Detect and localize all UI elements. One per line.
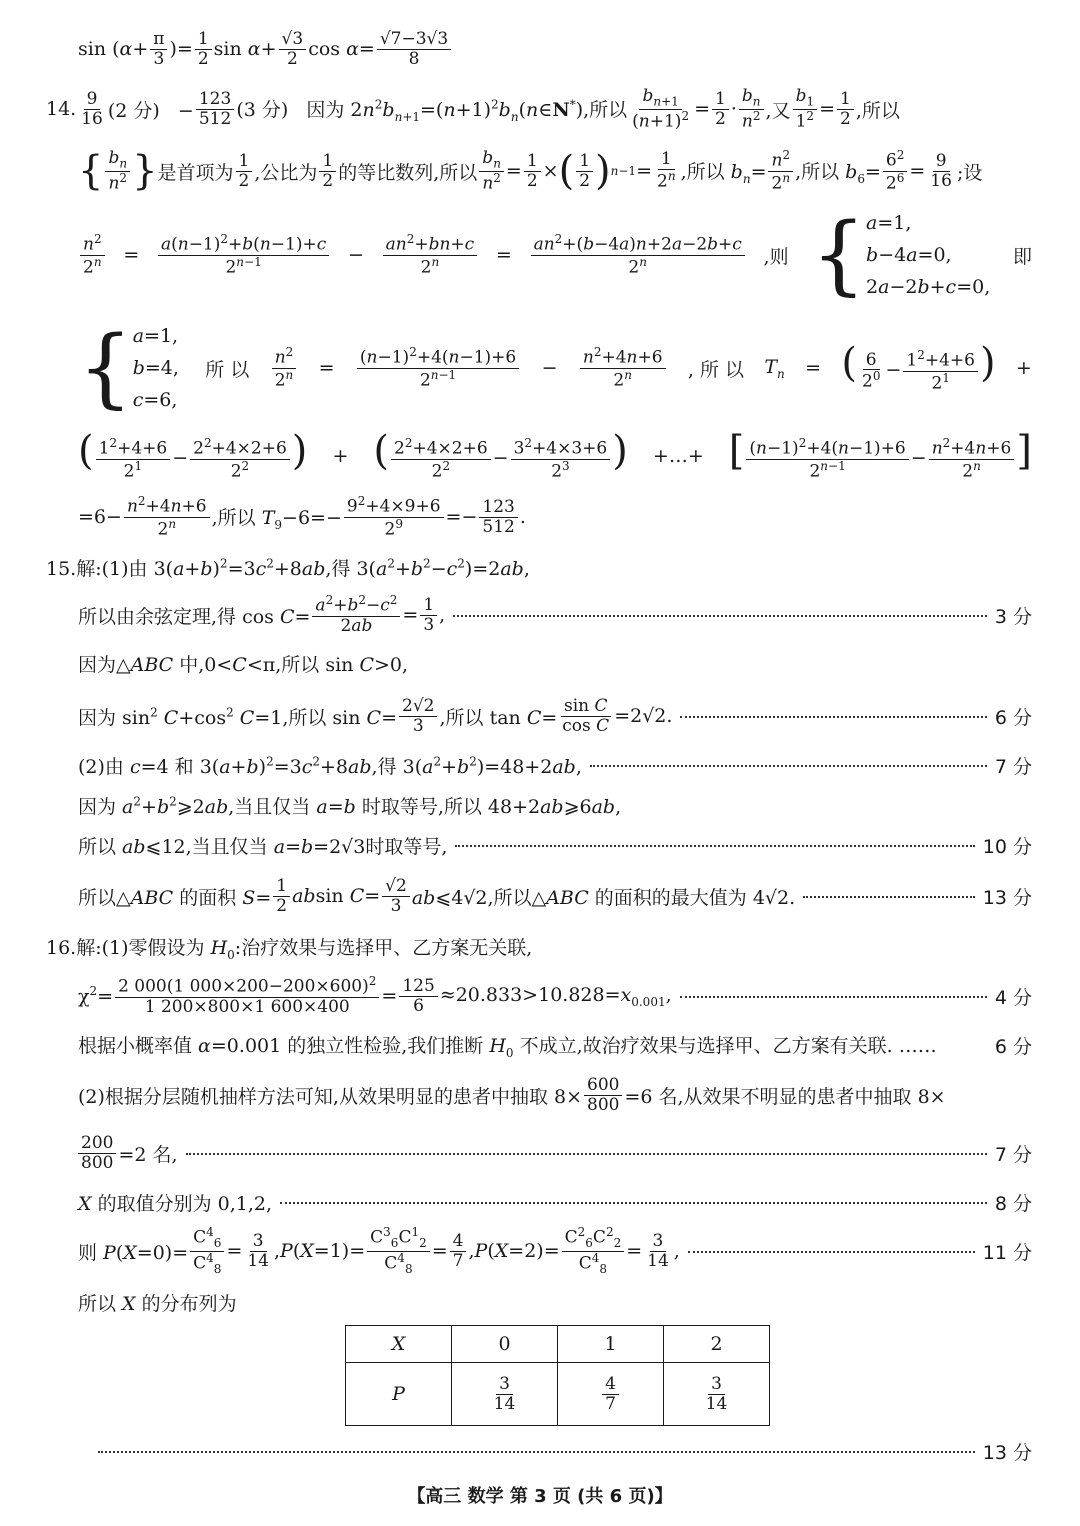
q14-line2: { $b_n$ $n^2$ } 是首项为 1 2 ,公比为 1 2 的等比数列,所以 $\frac{b_n}{n^2}$ = $\frac{1}{2}$ × ( 1 2 ) n−1 = $\frac{1}{2^n}$ ,所以 $b_n=$ $\frac{n^2}{2^n}$ ,所以 $b_6=$ $\frac{6^2}{2^6}$ = $\frac{9}{16}$ ;设 — [78, 148, 983, 194]
q15-score-2: 6 分 — [994, 706, 1032, 729]
q15-line1: 15.解:(1)由 $3(a+b)^2=3c^2+8ab$,得 $3(a^2+b^2-c^2)=2ab$, — [46, 556, 530, 580]
q14-number: 14. — [46, 98, 77, 120]
q14-line3: $\frac{n^2}{2^n}$ = $\frac{a(n-1)^2+b(n-1)+c}{2^{n-1}}$ − $\frac{an^2+bn+c}{2^n}$ = $\frac{an^2+(b-4a)n+2a-2b+c}{2^n}$ ,则 { a=1, b−4a=0, 2a−2b+c=0, 即 — [78, 205, 1032, 305]
table-row-header — [346, 1326, 770, 1363]
q15-score-5: 13 分 — [982, 886, 1032, 909]
q16-line3: 根据小概率值 α=0.001 的独立性检验,我们推断 $H_0$ 不成立,故治疗效果与选择甲、乙方案有关联. …… 6 分 — [78, 1030, 1032, 1060]
q16-line1: 16.解:(1)零假设为 $H_0$:治疗效果与选择甲、乙方案无关联, — [46, 936, 533, 962]
q15-score-4: 10 分 — [982, 835, 1032, 858]
q16-score-6: 13 分 — [982, 1441, 1032, 1464]
q15-line4: 因为 $\sin^2 C+\cos^2$ C=1,所以 sin C= $\frac{2√2}{3}$ ,所以 tan C= $\frac{\text{sin C}}{\text{cos C}}$ =2√2. 6 分 — [78, 695, 1032, 736]
q16-line7: 则 P(X=0)= $\frac{C^4_6}{C^4_8}$ = $\frac{3}{14}$ ,P(X=1)= $\frac{C^3_6C^1_2}{C^4_8}$ = $\frac{4}{7}$ ,P(X=2)= $\frac{C^2_6C^2_2}{C^4_8}$ = $\frac{3}{14}$ , 11 分 — [78, 1225, 1032, 1276]
q16-score-5: 11 分 — [982, 1241, 1032, 1264]
q15-line3: 因为△ABC 中,0<C<π,所以 sin C>0, — [78, 653, 409, 676]
table-cell: 2 — [664, 1326, 770, 1363]
q16-line5: $\frac{200}{800}$ =2 名, 7 分 — [78, 1130, 1032, 1176]
q16-line6: X 的取值分别为 0,1,2, 8 分 — [78, 1187, 1032, 1217]
q15-score-3: 7 分 — [994, 755, 1032, 778]
q15-line6: 因为 $a^2+b^2⩾2ab$,当且仅当 a=b 时取等号,所以 48+2ab⩾6ab, — [78, 794, 622, 818]
q15-line7: 所以 ab⩽12,当且仅当 a=b=2√3时取等号, 10 分 — [78, 830, 1032, 860]
q14-line1: 14. 9 16 (2 分) − $\frac{123}{512}$ (3 分) 因为 $2n^2b_{n+1}=(n+1)^2b_n(n\in N^*)$,所以 $\frac{b_{n+1}}{(n+1)^2}$ = $\frac{1}{2}$ · $b_n$ $n^2$ ,又 $\frac{b_1}{1^2}$ = $\frac{1}{2}$ ,所以 — [46, 86, 900, 132]
q16-score-4: 8 分 — [994, 1192, 1032, 1215]
q16-final — [98, 1436, 1032, 1466]
table-cell: 1 — [558, 1326, 664, 1363]
q16-line4: (2)根据分层随机抽样方法可知,从效果明显的患者中抽取 8× $\frac{600}{800}$ =6 名,从效果不明显的患者中抽取 8× — [78, 1074, 946, 1115]
table-cell: 0 — [452, 1326, 558, 1363]
q16-score-1: 4 分 — [994, 986, 1032, 1009]
q15-score-1: 3 分 — [994, 605, 1032, 628]
q14-line5: ( $\frac{1^2+4+6}{2^1}$ − $\frac{2^2+4\times 2+6}{2^2}$ ) + ( $\frac{2^2+4\times 2+6}{2^2}$ − $\frac{3^2+4\times 3+6}{2^3}$ ) +…+ [ $\frac{(n-1)^2+4(n-1)+6}{2^{n-1}}$ − $\frac{n^2+4n+6}{2^n}$ ] — [78, 428, 1032, 482]
q16-score-2: 6 分 — [994, 1035, 1032, 1058]
q16-line8: 所以 X 的分布列为 — [78, 1292, 237, 1315]
line-top: sin (α+ $\frac{\pi}{3}$ )= $\frac{1}{2}$ sin α+ $\frac{√3}{2}$ cos α= $\frac{√7-3√3}{8}$ — [78, 24, 1032, 74]
table-cell: X — [346, 1326, 452, 1363]
q14-line4: { a=1, b=4, c=6, 所 以 $\frac{n^2}{2^n}$ = $\frac{(n-1)^2+4(n-1)+6}{2^{n-1}}$ − $\frac{n^2+4n+6}{2^n}$ , 所 以 $T_n$ = ( $\frac{6}{2^0}$ − $\frac{1^2+4+6}{2^1}$ ) + — [78, 318, 1032, 418]
q15-line5: (2)由 c=4 和 $3(a+b)^2=3c^2+8ab$,得 $3(a^2+b^2)=48+2ab$, 7 分 — [78, 750, 1032, 780]
table-cell: $\frac{3}{14}$ — [452, 1363, 558, 1426]
table-cell: $\frac{4}{7}$ — [558, 1363, 664, 1426]
table-row-probability — [346, 1363, 770, 1426]
q15-line8: 所以△ABC 的面积 S= $\frac{1}{2}$ absin C= $\frac{√2}{3}$ ab⩽4√2,所以△ABC 的面积的最大值为 4√2. 13 分 — [78, 875, 1032, 916]
q16-line2: $\chi^2=$ $\frac{2 000(1 000\times 200-200\times 600)^2}{1 200\times 800\times 1 600\times 400}$ = $\frac{125}{6}$ $\approx 20.833>10.828=x_{0.001}$, 4 分 — [78, 974, 1032, 1017]
q14-line6: =6− $\frac{n^2+4n+6}{2^n}$ ,所以 $T_9-6=-$ $\frac{9^2+4\times 9+6}{2^9}$ =− $\frac{123}{512}$ . — [78, 494, 526, 540]
page-footer: 【高三 数学 第 3 页 (共 6 页)】 — [407, 1486, 673, 1507]
q16-score-3: 7 分 — [994, 1143, 1032, 1166]
table-cell: $\frac{3}{14}$ — [664, 1363, 770, 1426]
table-cell: P — [346, 1363, 452, 1426]
distribution-table — [345, 1325, 770, 1426]
q15-line2: 所以由余弦定理,得 cos C= $\frac{a^2+b^2-c^2}{2ab}$ = $\frac{1}{3}$ , 3 分 — [78, 593, 1032, 636]
